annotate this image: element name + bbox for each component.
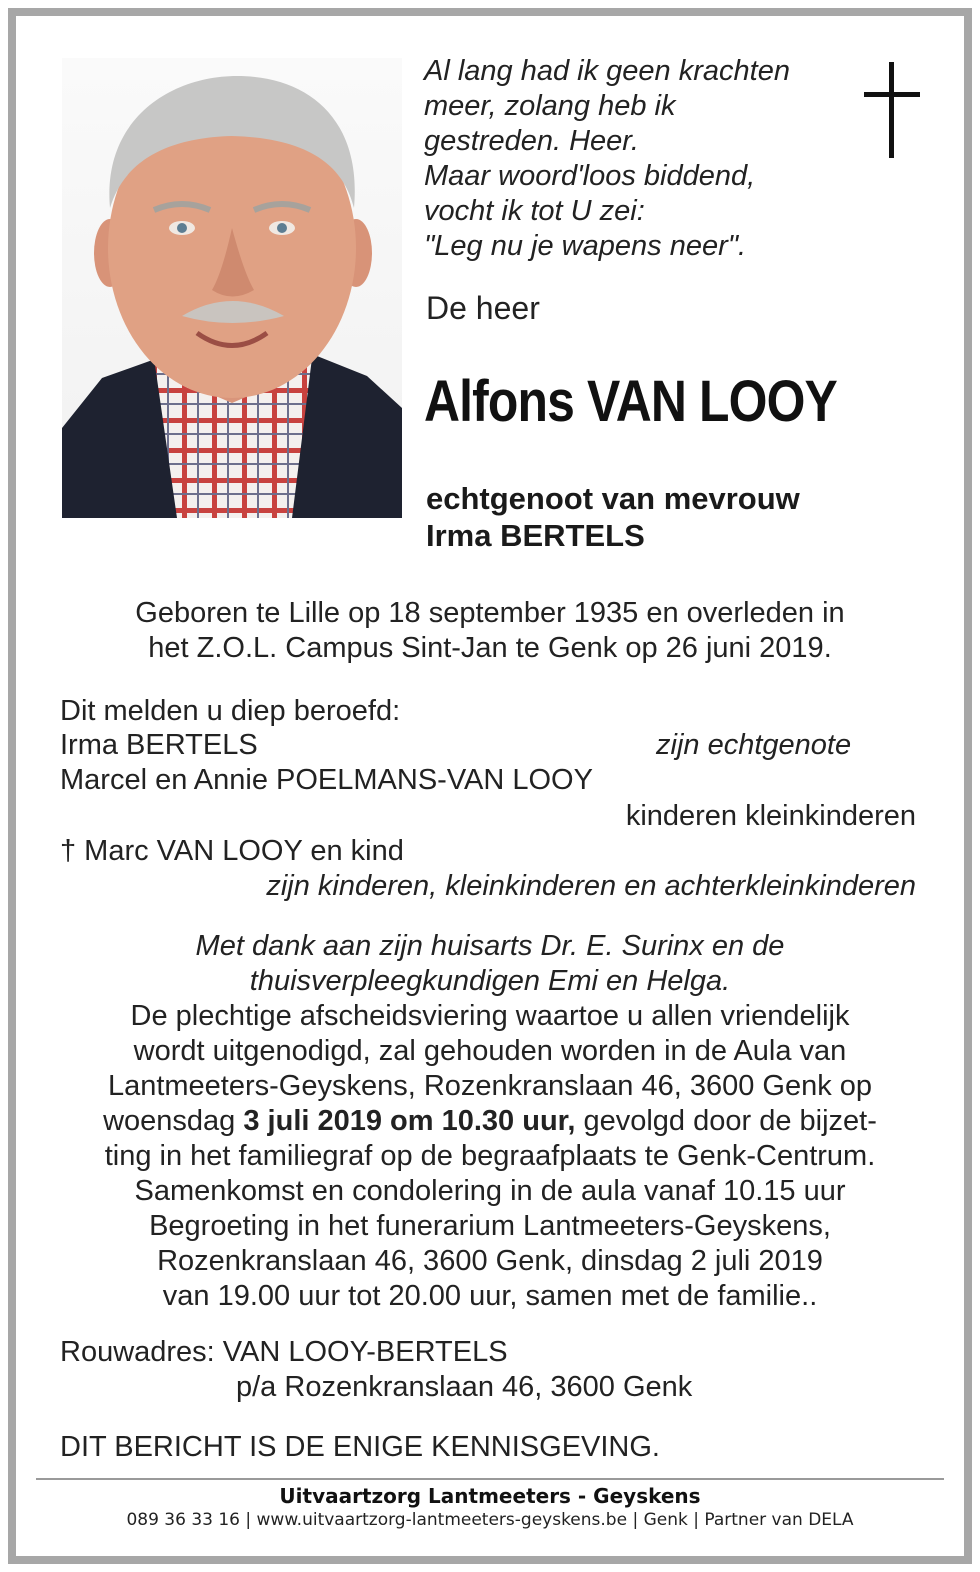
poem-line: Al lang had ik geen krachten (424, 55, 790, 87)
cross-icon (864, 62, 920, 158)
portrait-photo (62, 58, 402, 518)
birth-line: Geboren te Lille op 18 september 1935 en overleden in (135, 597, 845, 629)
ceremony-line: Rozenkranslaan 46, 3600 Genk, dinsdag 2 juli 2019 (157, 1245, 823, 1277)
family-member: Marcel en Annie POELMANS-VAN LOOY (60, 764, 593, 796)
poem-line: meer, zolang heb ik (424, 90, 676, 122)
ceremony-line: Samenkomst en condolering in de aula vanaf 10.15 uur (134, 1175, 846, 1207)
death-line: het Z.O.L. Campus Sint-Jan te Genk op 26 juni 2019. (148, 632, 832, 664)
deceased-name: Alfons VAN LOOY (424, 369, 837, 434)
ceremony-block (0, 929, 980, 1314)
family-role: kinderen kleinkinderen (625, 800, 916, 832)
notice: DIT BERICHT IS DE ENIGE KENNISGEVING. (60, 1431, 660, 1463)
family-role: zijn kinderen, kleinkinderen en achterkleinkinderen (266, 870, 916, 902)
ceremony-line (0, 1104, 980, 1139)
spouse-line: echtgenoot van mevrouw (426, 481, 800, 516)
poem-line: gestreden. Heer. (424, 125, 639, 157)
ceremony-line: wordt uitgenodigd, zal gehouden worden in de Aula van (133, 1035, 847, 1067)
thanks-line: Met dank aan zijn huisarts Dr. E. Surinx en de (195, 930, 785, 962)
spouse-info (426, 480, 800, 554)
family-member: † Marc VAN LOOY en kind (60, 835, 404, 867)
ceremony-line: van 19.00 uur tot 20.00 uur, samen met de familie.. (162, 1280, 818, 1312)
mourning-address-line: p/a Rozenkranslaan 46, 3600 Genk (236, 1371, 693, 1403)
ceremony-line: Lantmeeters-Geyskens, Rozenkranslaan 46, 3600 Genk op (107, 1070, 873, 1102)
ceremony-text: woensdag (103, 1105, 244, 1137)
poem-line: Maar woord'loos biddend, (424, 160, 756, 192)
ceremony-line: Begroeting in het funerarium Lantmeeters-Geyskens, (149, 1210, 831, 1242)
poem (424, 54, 790, 264)
family-intro: Dit melden u diep beroefd: (60, 695, 401, 727)
footer-divider (36, 1478, 944, 1480)
spouse-name: Irma BERTELS (426, 518, 645, 553)
family-member: Irma BERTELS (60, 729, 258, 761)
poem-line: "Leg nu je wapens neer". (424, 230, 747, 262)
thanks-line: thuisverpleegkundigen Emi en Helga. (249, 965, 731, 997)
honorific: De heer (426, 290, 540, 326)
funeral-contact: 089 36 33 16 | www.uitvaartzorg-lantmeeters-geyskens.be | Genk | Partner van DELA (126, 1510, 854, 1530)
ceremony-line: ting in het familiegraf op de begraafplaats te Genk-Centrum. (104, 1140, 876, 1172)
birth-death-info (0, 596, 980, 666)
mourning-address: Rouwadres: VAN LOOY-BERTELS (60, 1336, 508, 1368)
ceremony-line: De plechtige afscheidsviering waartoe u allen vriendelijk (130, 1000, 850, 1032)
ceremony-date: 3 juli 2019 om 10.30 uur, (243, 1105, 576, 1137)
ceremony-text: gevolgd door de bijzet- (575, 1105, 877, 1137)
funeral-company: Uitvaartzorg Lantmeeters - Geyskens (279, 1484, 701, 1508)
poem-line: vocht ik tot U zei: (424, 195, 645, 227)
family-role: zijn echtgenote (656, 729, 852, 761)
